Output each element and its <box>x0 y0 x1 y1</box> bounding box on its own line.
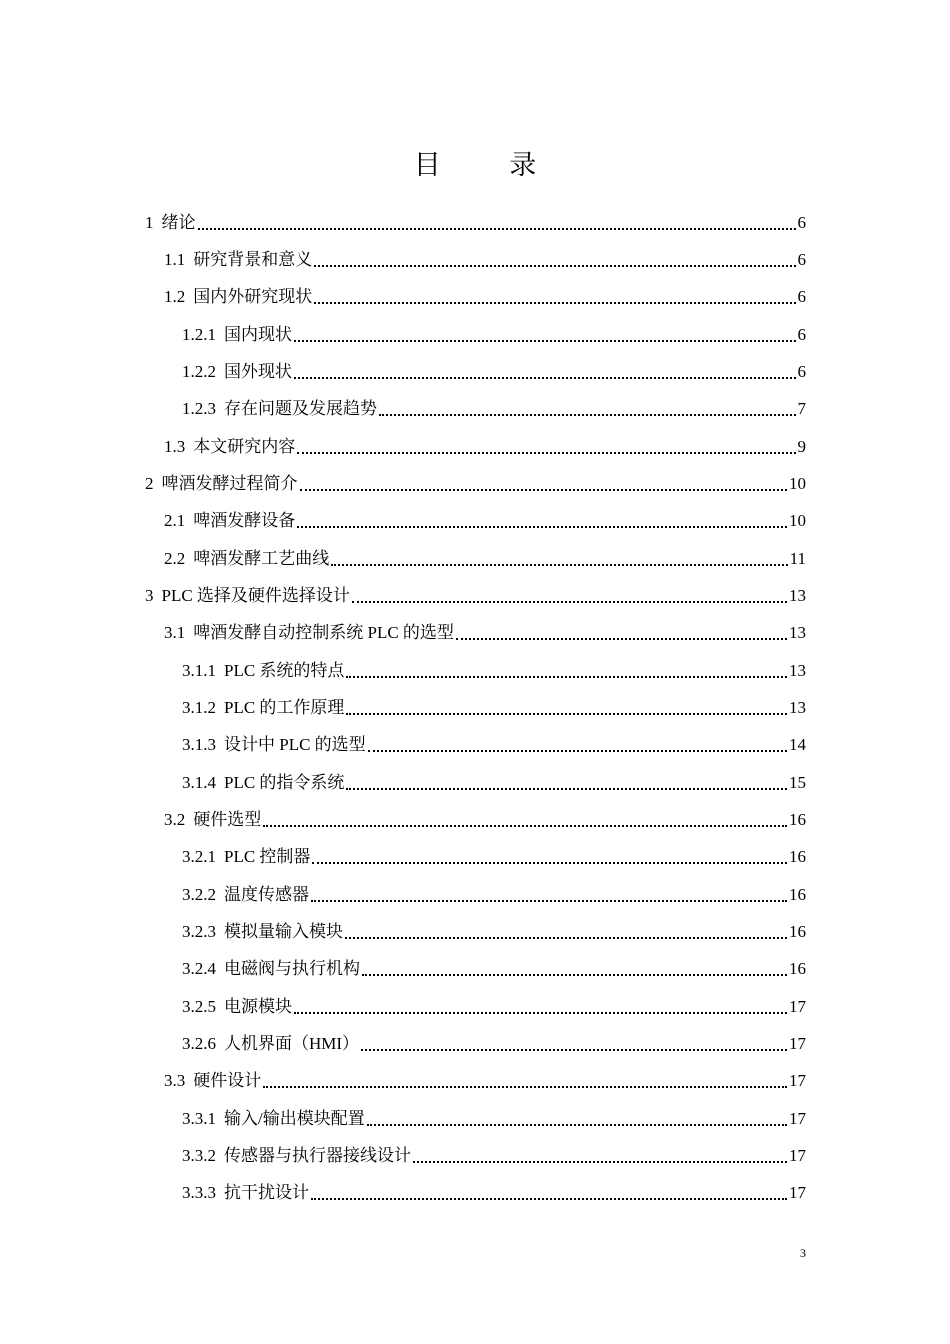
toc-entry-number: 1.2 <box>164 287 186 306</box>
toc-dot-leader <box>367 1123 787 1126</box>
toc-entry-number: 1.2.3 <box>182 399 216 418</box>
toc-entry-page: 9 <box>797 437 806 456</box>
toc-dot-leader <box>346 787 787 790</box>
toc-dot-leader <box>346 712 787 715</box>
toc-entry-title: 国内现状 <box>224 325 292 344</box>
toc-dot-leader <box>312 861 787 864</box>
toc-dot-leader <box>456 637 787 640</box>
toc-entry-page: 6 <box>797 250 806 269</box>
toc-entry-page: 7 <box>797 399 806 418</box>
toc-entry-number: 3.2.2 <box>182 885 216 904</box>
toc-entry-page: 6 <box>797 287 806 306</box>
toc-entry[interactable] <box>164 801 806 831</box>
toc-entry-number: 3.1.4 <box>182 773 216 792</box>
toc-dot-leader <box>379 413 796 416</box>
toc-entry-number: 3.3.1 <box>182 1109 216 1128</box>
toc-entry[interactable] <box>182 838 806 868</box>
toc-entry[interactable] <box>182 726 806 756</box>
toc-entry-page: 15 <box>789 773 806 792</box>
toc-dot-leader <box>314 301 795 304</box>
toc-entry-title: 硬件选型 <box>193 810 262 829</box>
toc-entry-title: 传感器与执行器接线设计 <box>224 1146 411 1165</box>
toc-entry-number: 3 <box>145 586 154 605</box>
toc-entry-title: 输入/输出模块配置 <box>224 1109 365 1128</box>
page-title: 目 录 <box>413 150 567 181</box>
toc-entry-title: 抗干扰设计 <box>224 1183 309 1202</box>
toc-entry-page: 16 <box>789 922 806 941</box>
toc-dot-leader <box>352 600 787 603</box>
toc-entry[interactable] <box>182 1025 806 1055</box>
toc-entry-title: 硬件设计 <box>193 1071 262 1090</box>
toc-entry-page: 16 <box>789 847 806 866</box>
toc-dot-leader <box>294 1011 787 1014</box>
toc-entry-title: 存在问题及发展趋势 <box>224 399 377 418</box>
toc-entry-number: 3.1.3 <box>182 735 216 754</box>
toc-entry-number: 3.2.6 <box>182 1034 216 1053</box>
toc-entry-number: 3.2.4 <box>182 959 216 978</box>
toc-entry[interactable] <box>164 540 806 570</box>
toc-entry[interactable] <box>182 876 806 906</box>
toc-entry-page: 17 <box>789 1109 806 1128</box>
toc-dot-leader <box>331 563 787 566</box>
toc-entry[interactable] <box>182 353 806 383</box>
toc-entry-number: 3.3.3 <box>182 1183 216 1202</box>
toc-entry[interactable] <box>164 241 806 271</box>
toc-entry-page: 6 <box>797 325 806 344</box>
toc-entry-title: 啤酒发酵工艺曲线 <box>193 549 330 568</box>
toc-entry-number: 2.1 <box>164 511 186 530</box>
toc-entry-title: 啤酒发酵自动控制系统 PLC 的选型 <box>193 623 454 642</box>
toc-entry-page: 17 <box>789 997 806 1016</box>
toc-entry-number: 3.2.5 <box>182 997 216 1016</box>
toc-entry-page: 17 <box>789 1146 806 1165</box>
toc-entry-number: 3.2.3 <box>182 922 216 941</box>
toc-dot-leader <box>294 339 796 342</box>
toc-entry[interactable] <box>182 689 806 719</box>
toc-entry-title: 人机界面（HMI） <box>224 1034 360 1053</box>
toc-dot-leader <box>263 824 787 827</box>
toc-entry-title: PLC 选择及硬件选择设计 <box>161 586 350 605</box>
toc-entry[interactable] <box>182 390 806 420</box>
toc-dot-leader <box>345 936 787 939</box>
toc-entry[interactable] <box>164 1062 806 1092</box>
toc-entry-number: 3.1 <box>164 623 186 642</box>
toc-entry-page: 13 <box>789 623 806 642</box>
toc-entry-page: 17 <box>789 1071 806 1090</box>
toc-dot-leader <box>198 227 796 230</box>
toc-entry-number: 1.3 <box>164 437 186 456</box>
toc-entry-title: PLC 控制器 <box>224 847 311 866</box>
toc-entry-page: 10 <box>789 511 806 530</box>
toc-entry-page: 17 <box>789 1034 806 1053</box>
toc-entry-title: 模拟量输入模块 <box>224 922 343 941</box>
toc-dot-leader <box>413 1160 787 1163</box>
toc-entry-page: 17 <box>789 1183 806 1202</box>
toc-entry-number: 3.2 <box>164 810 186 829</box>
toc-entry-title: 电磁阀与执行机构 <box>224 959 360 978</box>
toc-entry-page: 16 <box>789 959 806 978</box>
toc-entry[interactable] <box>182 764 806 794</box>
toc-entry[interactable] <box>182 988 806 1018</box>
toc-entry-number: 3.1.1 <box>182 661 216 680</box>
toc-entry-title: 啤酒发酵过程简介 <box>161 474 298 493</box>
toc-dot-leader <box>311 899 787 902</box>
toc-entry-title: 啤酒发酵设备 <box>193 511 296 530</box>
toc-dot-leader <box>300 488 788 491</box>
toc-entry[interactable] <box>145 465 806 495</box>
toc-dot-leader <box>294 376 796 379</box>
toc-dot-leader <box>297 525 787 528</box>
toc-entry-page: 6 <box>797 362 806 381</box>
toc-entry-page: 10 <box>789 474 806 493</box>
toc-entry[interactable] <box>182 1137 806 1167</box>
toc-entry-number: 3.3.2 <box>182 1146 216 1165</box>
toc-entry[interactable] <box>182 950 806 980</box>
toc-entry-number: 2 <box>145 474 154 493</box>
toc-entry-title: 温度传感器 <box>224 885 309 904</box>
toc-entry-number: 1.2.1 <box>182 325 216 344</box>
toc-entry-title: 设计中 PLC 的选型 <box>224 735 366 754</box>
toc-entry-page: 13 <box>789 661 806 680</box>
toc-entry-page: 16 <box>789 885 806 904</box>
footer-page-number: 3 <box>800 1246 806 1260</box>
toc-entry-title: 绪论 <box>161 213 196 232</box>
toc-dot-leader <box>361 1048 787 1051</box>
toc-entry-number: 1.1 <box>164 250 186 269</box>
toc-dot-leader <box>314 264 795 267</box>
toc-entry[interactable] <box>164 278 806 308</box>
toc-entry[interactable] <box>182 1100 806 1130</box>
toc-entry-title: PLC 的指令系统 <box>224 773 345 792</box>
toc-entry-page: 13 <box>789 586 806 605</box>
toc-entry[interactable] <box>182 913 806 943</box>
toc-entry-title: 研究背景和意义 <box>193 250 313 269</box>
toc-entry[interactable] <box>164 502 806 532</box>
toc-dot-leader <box>368 749 787 752</box>
toc-dot-leader <box>346 675 787 678</box>
toc-entry-title: 本文研究内容 <box>193 437 296 456</box>
toc-entry-page: 16 <box>789 810 806 829</box>
toc-entry[interactable] <box>182 652 806 682</box>
toc-entry-page: 14 <box>789 735 806 754</box>
toc-dot-leader <box>362 973 787 976</box>
toc-entry-page: 11 <box>789 549 806 568</box>
toc-entry[interactable] <box>164 428 806 458</box>
toc-entry-number: 3.2.1 <box>182 847 216 866</box>
toc-dot-leader <box>311 1197 787 1200</box>
toc-entry-title: PLC 系统的特点 <box>224 661 345 680</box>
toc-entry-number: 2.2 <box>164 549 186 568</box>
toc-entry[interactable] <box>182 1174 806 1204</box>
toc-dot-leader <box>297 451 795 454</box>
toc-entry-title: 电源模块 <box>224 997 292 1016</box>
toc-entry-number: 1 <box>145 213 154 232</box>
toc-entry-page: 13 <box>789 698 806 717</box>
toc-entry[interactable] <box>145 204 806 234</box>
toc-dot-leader <box>263 1085 787 1088</box>
toc-entry[interactable] <box>182 316 806 346</box>
toc-entry-title: PLC 的工作原理 <box>224 698 345 717</box>
toc-entry[interactable] <box>145 577 806 607</box>
toc-entry-page: 6 <box>797 213 806 232</box>
toc-entry-number: 3.3 <box>164 1071 186 1090</box>
toc-entry-title: 国外现状 <box>224 362 292 381</box>
toc-entry-number: 3.1.2 <box>182 698 216 717</box>
toc-entry-number: 1.2.2 <box>182 362 216 381</box>
toc-entry-title: 国内外研究现状 <box>193 287 313 306</box>
toc-entry[interactable] <box>164 614 806 644</box>
